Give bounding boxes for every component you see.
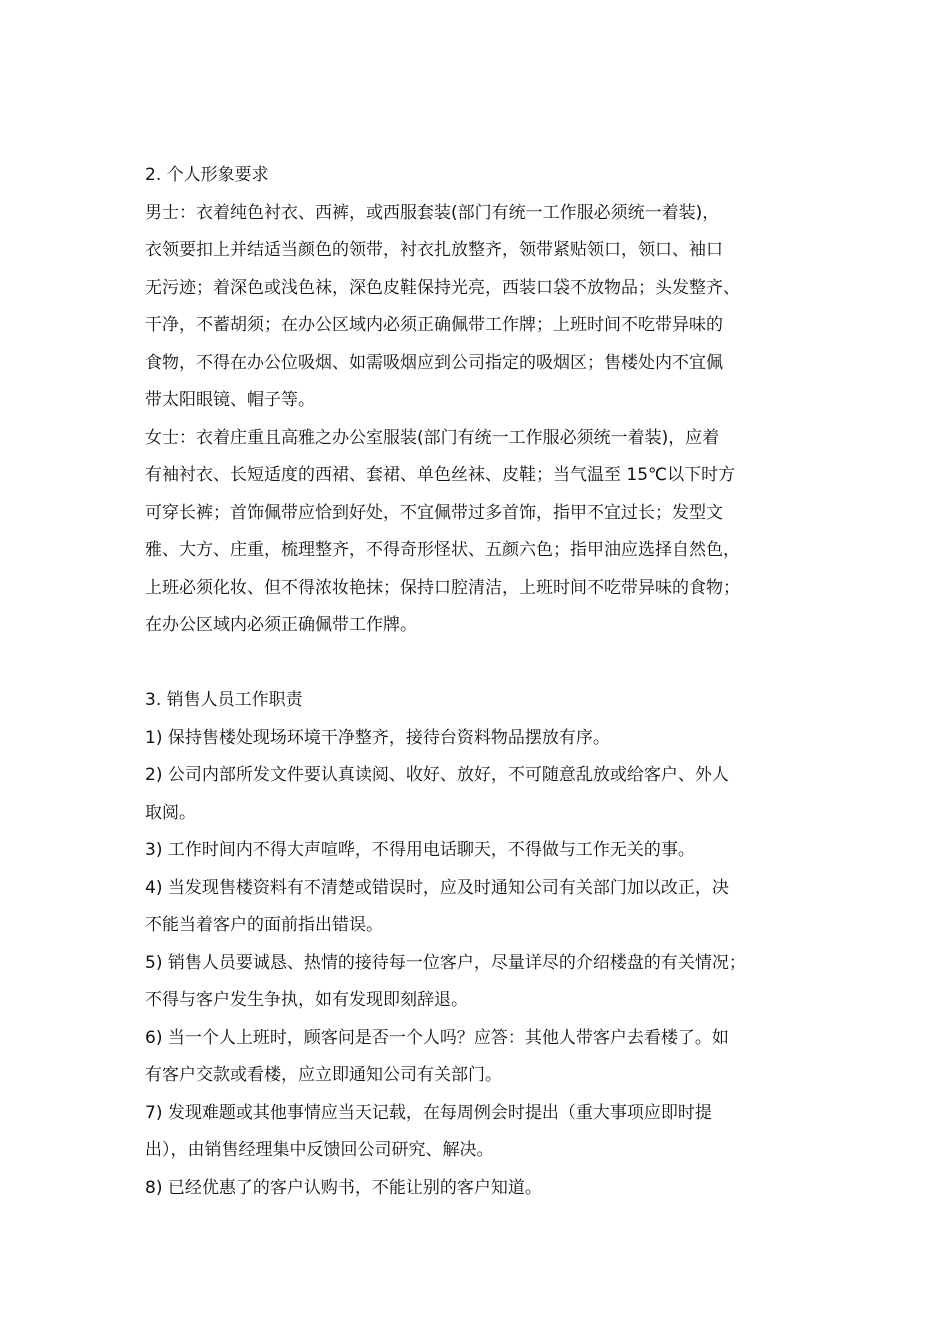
paragraph-line: 干净，不蓄胡须；在办公区域内必须正确佩带工作牌；上班时间不吃带异味的 (145, 315, 723, 335)
list-item-line: 1) 保持售楼处现场环境干净整齐，接待台资料物品摆放有序。 (145, 727, 610, 748)
list-item-line: 有客户交款或看楼，应立即通知公司有关部门。 (145, 1065, 502, 1085)
duty-item-2 (145, 757, 815, 832)
list-item-line: 2) 公司内部所发文件要认真读阅、收好、放好，不可随意乱放或给客户、外人 (145, 765, 729, 785)
women-requirements-paragraph (145, 420, 815, 645)
section-2-heading: 2. 个人形象要求 (145, 165, 269, 185)
paragraph-line: 食物，不得在办公位吸烟、如需吸烟应到公司指定的吸烟区；售楼处内不宜佩 (145, 352, 723, 373)
paragraph-line: 带太阳眼镜、帽子等。 (145, 390, 315, 410)
list-item-line: 7) 发现难题或其他事情应当天记载，在每周例会时提出（重大事项应即时提 (145, 1102, 712, 1123)
paragraph-line: 上班必须化妆、但不得浓妆艳抹；保持口腔清洁，上班时间不吃带异味的食物； (145, 577, 740, 598)
list-item-line: 5) 销售人员要诚恳、热情的接待每一位客户，尽量详尽的介绍楼盘的有关情况； (145, 952, 746, 973)
men-requirements-paragraph (145, 195, 815, 420)
duty-item-4 (145, 870, 815, 945)
list-item-line: 不得与客户发生争执，如有发现即刻辞退。 (145, 990, 468, 1010)
paragraph-line: 雅、大方、庄重，梳理整齐，不得奇形怪状、五颜六色；指甲油应选择自然色， (145, 540, 740, 560)
duty-item-1 (145, 720, 815, 758)
paragraph-line: 无污迹；着深色或浅色袜，深色皮鞋保持光亮，西装口袋不放物品；头发整齐、 (145, 277, 740, 298)
duty-item-7 (145, 1095, 815, 1170)
paragraph-line: 衣领要扣上并结适当颜色的领带，衬衣扎放整齐，领带紧贴领口，领口、袖口 (145, 240, 723, 260)
paragraph-line: 女士：衣着庄重且高雅之办公室服装(部门有统一工作服必须统一着装)，应着 (145, 427, 720, 448)
duty-item-5 (145, 945, 815, 1020)
list-item-line: 6) 当一个人上班时，顾客问是否一个人吗？应答：其他人带客户去看楼了。如 (145, 1027, 729, 1048)
paragraph-line: 可穿长裤；首饰佩带应恰到好处，不宜佩带过多首饰，指甲不宜过长；发型文 (145, 502, 723, 523)
duty-item-6 (145, 1020, 815, 1095)
list-item-line: 3) 工作时间内不得大声喧哗，不得用电话聊天，不得做与工作无关的事。 (145, 840, 695, 860)
list-item-line: 8) 已经优惠了的客户认购书，不能让别的客户知道。 (145, 1177, 542, 1198)
paragraph-line: 男士：衣着纯色衬衣、西裤，或西服套装(部门有统一工作服必须统一着装)， (145, 202, 720, 223)
section-3-heading: 3. 销售人员工作职责 (145, 690, 303, 710)
list-item-line: 出），由销售经理集中反馈回公司研究、解决。 (145, 1140, 494, 1160)
list-item-line: 4) 当发现售楼资料有不清楚或错误时，应及时通知公司有关部门加以改正，决 (145, 877, 729, 898)
duty-item-8 (145, 1170, 815, 1208)
paragraph-line: 有袖衬衣、长短适度的西裙、套裙、单色丝袜、皮鞋；当气温至 15℃以下时方 (145, 465, 736, 485)
section-spacer (145, 645, 815, 683)
duty-item-3 (145, 832, 815, 870)
paragraph-line: 在办公区域内必须正确佩带工作牌。 (145, 615, 417, 635)
document-body (145, 157, 815, 1207)
list-item-line: 不能当着客户的面前指出错误。 (145, 915, 383, 935)
list-item-line: 取阅。 (145, 802, 196, 823)
